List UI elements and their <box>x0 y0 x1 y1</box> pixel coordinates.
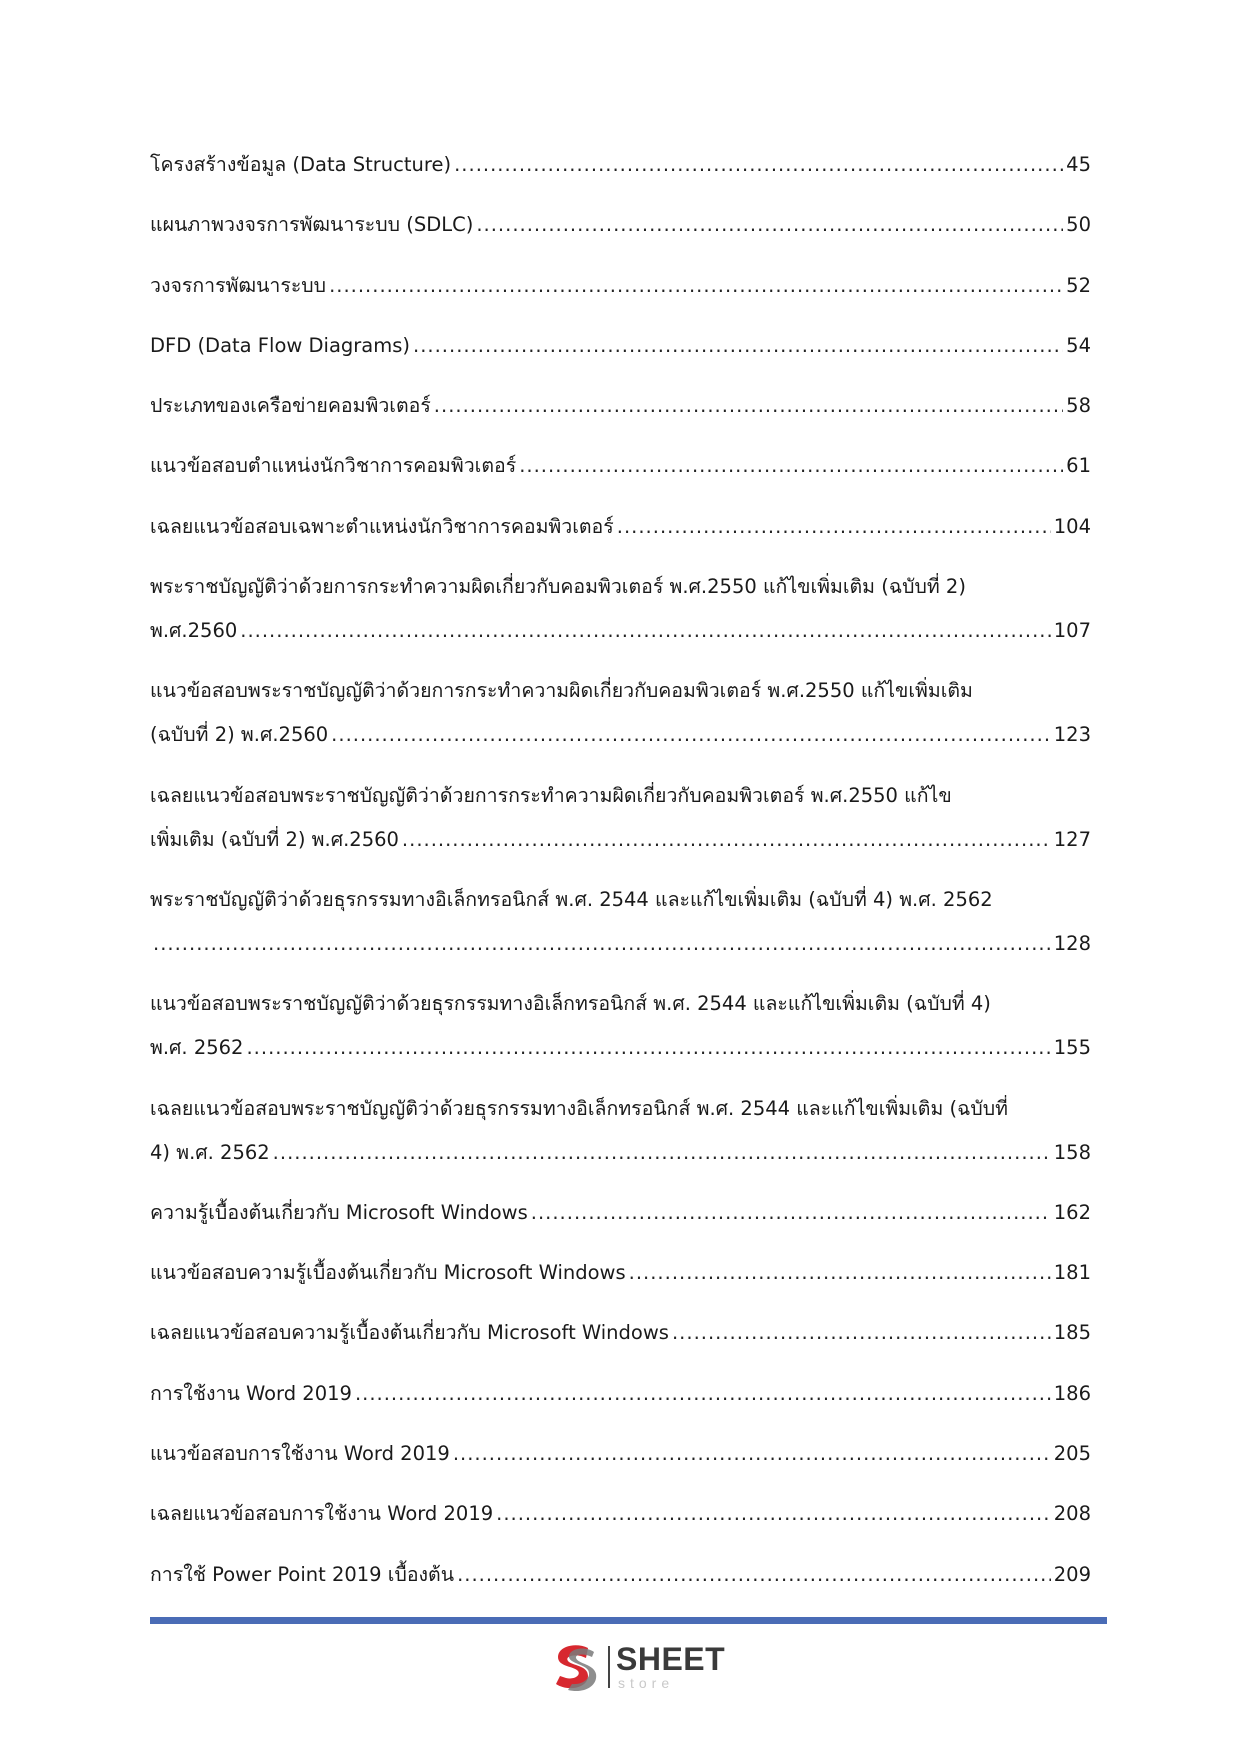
toc-entry-page: 155 <box>1053 1036 1091 1060</box>
toc-entry-title-line1: พระราชบัญญัติว่าด้วยธุรกรรมทางอิเล็กทรอนิกส์ พ.ศ. 2544 และแก้ไขเพิ่มเติม (ฉบับที่ 4) พ.ศ. 2562 <box>150 887 993 911</box>
toc-entry-page: 162 <box>1053 1200 1091 1224</box>
dot-leader <box>153 929 1051 959</box>
toc-entry[interactable] <box>150 1439 1091 1469</box>
dot-leader <box>617 512 1051 542</box>
dot-leader <box>519 451 1063 481</box>
toc-entry-page: 208 <box>1053 1502 1091 1526</box>
toc-entry-page: 61 <box>1066 454 1091 478</box>
toc-entry-page: 52 <box>1066 273 1091 297</box>
footer-rule <box>150 1617 1107 1624</box>
toc-entry-page: 107 <box>1053 619 1091 643</box>
table-of-contents <box>150 150 1091 1620</box>
toc-entry-title-line1: แนวข้อสอบพระราชบัญญัติว่าด้วยธุรกรรมทางอิเล็กทรอนิกส์ พ.ศ. 2544 และแก้ไขเพิ่มเติม (ฉบับที่ 4) <box>150 992 991 1016</box>
toc-entry-page: 185 <box>1053 1321 1091 1345</box>
dot-leader <box>496 1499 1051 1529</box>
toc-entry-title: แนวข้อสอบการใช้งาน Word 2019 <box>150 1442 450 1466</box>
toc-entry-page: 128 <box>1053 931 1091 955</box>
toc-entry[interactable] <box>150 331 1091 361</box>
toc-entry[interactable] <box>150 451 1091 481</box>
logo-wordmark: SHEET <box>616 1641 726 1677</box>
toc-entry-title: การใช้ Power Point 2019 เบื้องต้น <box>150 1562 455 1586</box>
toc-entry-title-line1: พระราชบัญญัติว่าด้วยการกระทำความผิดเกี่ยวกับคอมพิวเตอร์ พ.ศ.2550 แก้ไขเพิ่มเติม (ฉบับที่ 2) <box>150 575 966 599</box>
logo-separator <box>608 1646 610 1688</box>
toc-entry-page: 127 <box>1053 827 1091 851</box>
dot-leader <box>453 1439 1051 1469</box>
toc-entry[interactable] <box>150 885 1091 959</box>
toc-entry[interactable] <box>150 1499 1091 1529</box>
toc-entry-title-line1: แนวข้อสอบพระราชบัญญัติว่าด้วยการกระทำความผิดเกี่ยวกับคอมพิวเตอร์ พ.ศ.2550 แก้ไขเพิ่มเติม <box>150 679 973 703</box>
toc-entry-page: 50 <box>1066 213 1091 237</box>
toc-entry-title: ประเภทของเครือข่ายคอมพิวเตอร์ <box>150 394 431 418</box>
toc-entry-title-line2: เพิ่มเติม (ฉบับที่ 2) พ.ศ.2560 <box>150 827 399 851</box>
dot-leader <box>476 210 1063 240</box>
dot-leader <box>355 1379 1051 1409</box>
sheet-store-logo-icon <box>548 1640 602 1694</box>
toc-entry[interactable] <box>150 676 1091 750</box>
toc-entry[interactable] <box>150 210 1091 240</box>
toc-entry[interactable] <box>150 391 1091 421</box>
dot-leader <box>457 1560 1051 1590</box>
toc-entry-title: เฉลยแนวข้อสอบความรู้เบื้องต้นเกี่ยวกับ Microsoft Windows <box>150 1321 669 1345</box>
toc-entry-title-line2: (ฉบับที่ 2) พ.ศ.2560 <box>150 723 329 747</box>
toc-entry[interactable] <box>150 572 1091 646</box>
toc-entry-title: โครงสร้างข้อมูล (Data Structure) <box>150 153 452 176</box>
dot-leader <box>240 616 1051 646</box>
toc-entry-page: 205 <box>1053 1442 1091 1466</box>
toc-entry-title: วงจรการพัฒนาระบบ <box>150 273 327 297</box>
toc-entry-title: แนวข้อสอบความรู้เบื้องต้นเกี่ยวกับ Microsoft Windows <box>150 1261 626 1285</box>
toc-entry[interactable] <box>150 512 1091 542</box>
logo-subtitle: store <box>618 1675 675 1691</box>
dot-leader <box>413 331 1063 361</box>
toc-entry[interactable] <box>150 1379 1091 1409</box>
toc-entry[interactable] <box>150 271 1091 301</box>
dot-leader <box>629 1258 1051 1288</box>
toc-entry[interactable] <box>150 1560 1091 1590</box>
toc-entry-page: 181 <box>1053 1261 1091 1285</box>
toc-entry-title-line2: พ.ศ. 2562 <box>150 1036 244 1060</box>
toc-entry-title: แนวข้อสอบตำแหน่งนักวิชาการคอมพิวเตอร์ <box>150 454 517 478</box>
toc-entry-title-line1: เฉลยแนวข้อสอบพระราชบัญญัติว่าด้วยธุรกรรมทางอิเล็กทรอนิกส์ พ.ศ. 2544 และแก้ไขเพิ่มเติม (ฉบับที่ <box>150 1096 1008 1120</box>
toc-entry-page: 209 <box>1053 1562 1091 1586</box>
toc-entry-title: แผนภาพวงจรการพัฒนาระบบ (SDLC) <box>150 213 474 237</box>
dot-leader <box>246 1033 1050 1063</box>
toc-entry[interactable] <box>150 1318 1091 1348</box>
toc-entry-title-line1: เฉลยแนวข้อสอบพระราชบัญญัติว่าด้วยการกระทำความผิดเกี่ยวกับคอมพิวเตอร์ พ.ศ.2550 แก้ไข <box>150 783 952 807</box>
toc-entry-title-line2: พ.ศ.2560 <box>150 619 238 643</box>
toc-entry[interactable] <box>150 150 1091 180</box>
toc-entry-title: การใช้งาน Word 2019 <box>150 1381 352 1405</box>
toc-entry-title-line2: 4) พ.ศ. 2562 <box>150 1140 270 1164</box>
toc-entry-page: 158 <box>1053 1140 1091 1164</box>
toc-entry[interactable] <box>150 781 1091 855</box>
toc-entry-page: 104 <box>1053 514 1091 538</box>
toc-entry-page: 54 <box>1066 333 1091 357</box>
toc-entry-title: เฉลยแนวข้อสอบเฉพาะตำแหน่งนักวิชาการคอมพิวเตอร์ <box>150 514 614 538</box>
toc-entry[interactable] <box>150 1198 1091 1228</box>
dot-leader <box>531 1198 1051 1228</box>
toc-entry-page: 58 <box>1066 394 1091 418</box>
toc-entry[interactable] <box>150 1094 1091 1168</box>
toc-entry-page: 45 <box>1066 153 1091 176</box>
dot-leader <box>434 391 1063 421</box>
dot-leader <box>329 271 1063 301</box>
toc-entry-page: 123 <box>1053 723 1091 747</box>
toc-entry-title: เฉลยแนวข้อสอบการใช้งาน Word 2019 <box>150 1502 494 1526</box>
dot-leader <box>402 825 1051 855</box>
toc-entry-page: 186 <box>1053 1381 1091 1405</box>
dot-leader <box>454 150 1063 180</box>
toc-entry-title: DFD (Data Flow Diagrams) <box>150 333 411 357</box>
toc-entry[interactable] <box>150 989 1091 1063</box>
dot-leader <box>331 720 1051 750</box>
dot-leader <box>273 1138 1051 1168</box>
toc-entry[interactable] <box>150 1258 1091 1288</box>
toc-entry-title: ความรู้เบื้องต้นเกี่ยวกับ Microsoft Windows <box>150 1200 528 1224</box>
dot-leader <box>672 1318 1051 1348</box>
sheet-store-logo <box>548 1640 728 1696</box>
